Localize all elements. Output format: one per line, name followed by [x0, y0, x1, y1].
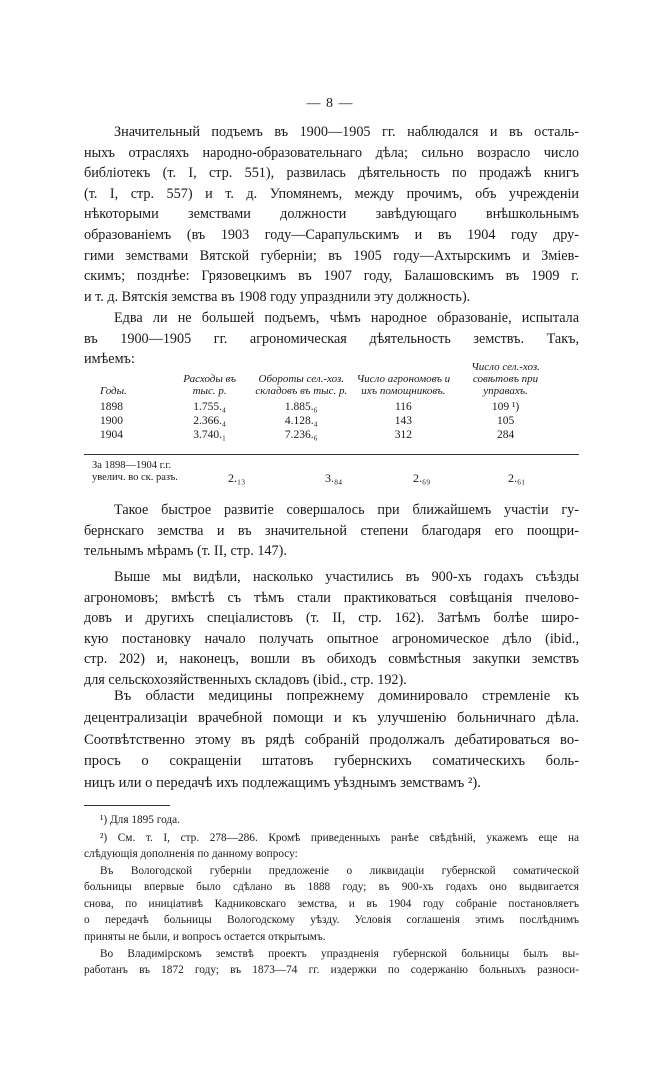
- summary-label: За 1898—1904 г.г. увелич. во ск. разъ.: [92, 460, 178, 483]
- table-cell: 1904: [100, 429, 123, 441]
- footnote-line: снова, по иниціативѣ Кадниковскаго земства, и въ 1904 году собраніе постановляетъ: [84, 897, 579, 910]
- table-cell: 4.128.₄: [284, 415, 318, 427]
- text-line: библіотекъ (т. I, стр. 551), развилась дѣятельность по продажѣ книгъ: [84, 165, 579, 182]
- text-line: тельнымъ мѣрамъ (т. II, стр. 147).: [84, 543, 287, 560]
- table-row: [96, 414, 556, 428]
- table-cell: 143: [394, 415, 413, 427]
- table-cell: 312: [394, 429, 413, 441]
- table-cell: 1.755.₄: [193, 401, 226, 413]
- text-line: Такое быстрое развитіе совершалось при ближайшемъ участіи гу-: [114, 502, 579, 518]
- text-line: Значительный подъемъ въ 1900—1905 гг. наблюдался и въ осталь-: [114, 124, 579, 140]
- table-header-row: [96, 361, 556, 400]
- footnote-line: приняты не были, и вопросъ остается открытымъ.: [84, 930, 326, 943]
- text-line: Выше мы видѣли, насколько участились въ 900-хъ годахъ съѣзды: [114, 569, 579, 585]
- page-number: — 8 —: [306, 96, 354, 111]
- table-row: [96, 400, 556, 414]
- summary-value: 2.₆₉: [413, 471, 431, 485]
- text-line: нѣкоторыми земствами должности завѣдующаго внѣшкольнымъ: [84, 206, 579, 223]
- paragraph-education: [84, 122, 579, 307]
- text-line: Едва ли не большей подъемъ, чѣмъ народное образованіе, испытала: [114, 310, 579, 326]
- agronomy-statistics-table: [96, 361, 556, 442]
- footnote-line: ¹) Для 1895 года.: [100, 814, 181, 826]
- text-line: скимъ; позднѣе: Грязовецкимъ въ 1907 году, Балашовскимъ въ 1909 г.: [84, 268, 579, 285]
- text-line: и т. д. Вятскія земства въ 1908 году упразднили эту должность).: [84, 288, 471, 305]
- column-header-year: Годы.: [100, 385, 127, 397]
- paragraph-medicine: [84, 686, 579, 795]
- footnote-line: ²) См. т. I, стр. 278—286. Кромѣ приведенныхъ ранѣе свѣдѣній, укажемъ еще на: [100, 832, 579, 844]
- footnote-line: слѣдующія дополненія по данному вопросу:: [84, 848, 298, 861]
- table-cell: 3.740.₁: [193, 429, 226, 441]
- text-line: кую постановку начало получать опытное агрономическое дѣло (ibid.,: [84, 630, 579, 647]
- text-line: для сельскохозяйственныхъ складовъ (ibid., стр. 192).: [84, 671, 407, 688]
- text-line: децентрализаціи врачебной помощи и къ улучшенію больничнаго дѣла.: [84, 709, 579, 726]
- footnote-vladimir: [84, 946, 579, 979]
- footnote-line: Во Владимірскомъ земствѣ проектъ упраздненія губернской больницы былъ вы-: [100, 948, 579, 960]
- footnote-line: Въ Вологодской губерніи предложеніе о ликвидаціи губернской соматической: [100, 865, 579, 877]
- table-cell: 1898: [100, 401, 123, 413]
- footnote-divider: [84, 805, 170, 806]
- table-cell: 116: [394, 401, 412, 413]
- footnote-vologda: [84, 863, 579, 945]
- summary-value: 2.₆₁: [508, 471, 526, 485]
- text-line: гими земствами Вятской губерніи; въ 1905 году—Ахтырскимъ и Зміев-: [84, 247, 579, 264]
- footnote-2: [84, 830, 579, 863]
- table-cell: 7.236.₆: [284, 429, 318, 441]
- table-row: [96, 428, 556, 442]
- paragraph-congresses: [84, 567, 579, 691]
- text-line: въ 1900—1905 гг. агрономическая дѣятельность земствъ. Такъ,: [84, 330, 579, 347]
- column-header-expenses: Расходы въ тыс. р.: [183, 373, 236, 397]
- column-header-warehouses: Обороты сел.-хоз. складовъ въ тыс. р.: [255, 373, 348, 397]
- table-cell: 1.885.₆: [284, 401, 318, 413]
- text-line: довъ и другихъ спеціалистовъ (т. II, стр. 162). Затѣмъ болѣе широ-: [84, 610, 579, 627]
- summary-value: 2.₁₃: [228, 471, 246, 485]
- table-cell: 1900: [100, 415, 123, 427]
- footnote-line: больницы впервые было сдѣлано въ 1888 году; въ 900-хъ годахъ оно выдвигается: [84, 881, 579, 894]
- text-line: (т. I, стр. 557) и т. д. Упомянемъ, между прочимъ, объ учрежденіи: [84, 185, 579, 202]
- text-line: ницъ или о передачѣ ихъ подлежащимъ уѣзднымъ земствамъ ²).: [84, 775, 481, 792]
- footnote-line: работанъ въ 1872 году; въ 1873—74 гг. издержки по содержанію больныхъ разноси-: [84, 964, 579, 977]
- text-line: бернскаго земства и въ значительной степени благодаря его поощри-: [84, 522, 579, 539]
- text-line: имѣемъ:: [84, 351, 135, 368]
- table-divider: [84, 454, 579, 455]
- column-header-agronomists: Число агрономовъ и ихъ помощниковъ.: [356, 373, 451, 397]
- table-cell: 2.366.₄: [193, 415, 226, 427]
- paragraph-development: [84, 500, 579, 562]
- summary-value: 3.₈₄: [325, 471, 343, 485]
- text-line: агрономовъ; вмѣстѣ съ тѣмъ стали практиковаться совѣщанія пчеловo-: [84, 589, 579, 606]
- text-line: Соотвѣтственно этому въ рядѣ собраній продолжалъ дебатироваться во-: [84, 731, 579, 748]
- table-cell: 284: [496, 429, 515, 441]
- text-line: ныхъ отрасляхъ народно-образовательнаго дѣла; сильно возрасло число: [84, 144, 579, 161]
- footnote-line: о передачѣ больницы Вологодскому уѣзду. Условія соглашенія этимъ послѣднимъ: [84, 914, 579, 927]
- text-line: образованіемъ (въ 1903 году—Сарапульскимъ и въ 1904 году дру-: [84, 226, 579, 243]
- table-cell: 105: [496, 415, 515, 427]
- text-line: просъ о сокращеніи штатовъ губернскихъ соматическихъ боль-: [84, 753, 579, 770]
- column-header-councils: Число сел.-хоз. совѣтовъ при управахъ.: [471, 361, 540, 397]
- text-line: Въ области медицины попрежнему доминировало стремленіе къ: [114, 688, 579, 704]
- text-line: стр. 202) и, наконецъ, вошли въ обиходъ совмѣстныя закупки земствъ: [84, 651, 579, 668]
- footnote-1: [84, 812, 579, 828]
- table-cell: 109 ¹): [491, 401, 520, 413]
